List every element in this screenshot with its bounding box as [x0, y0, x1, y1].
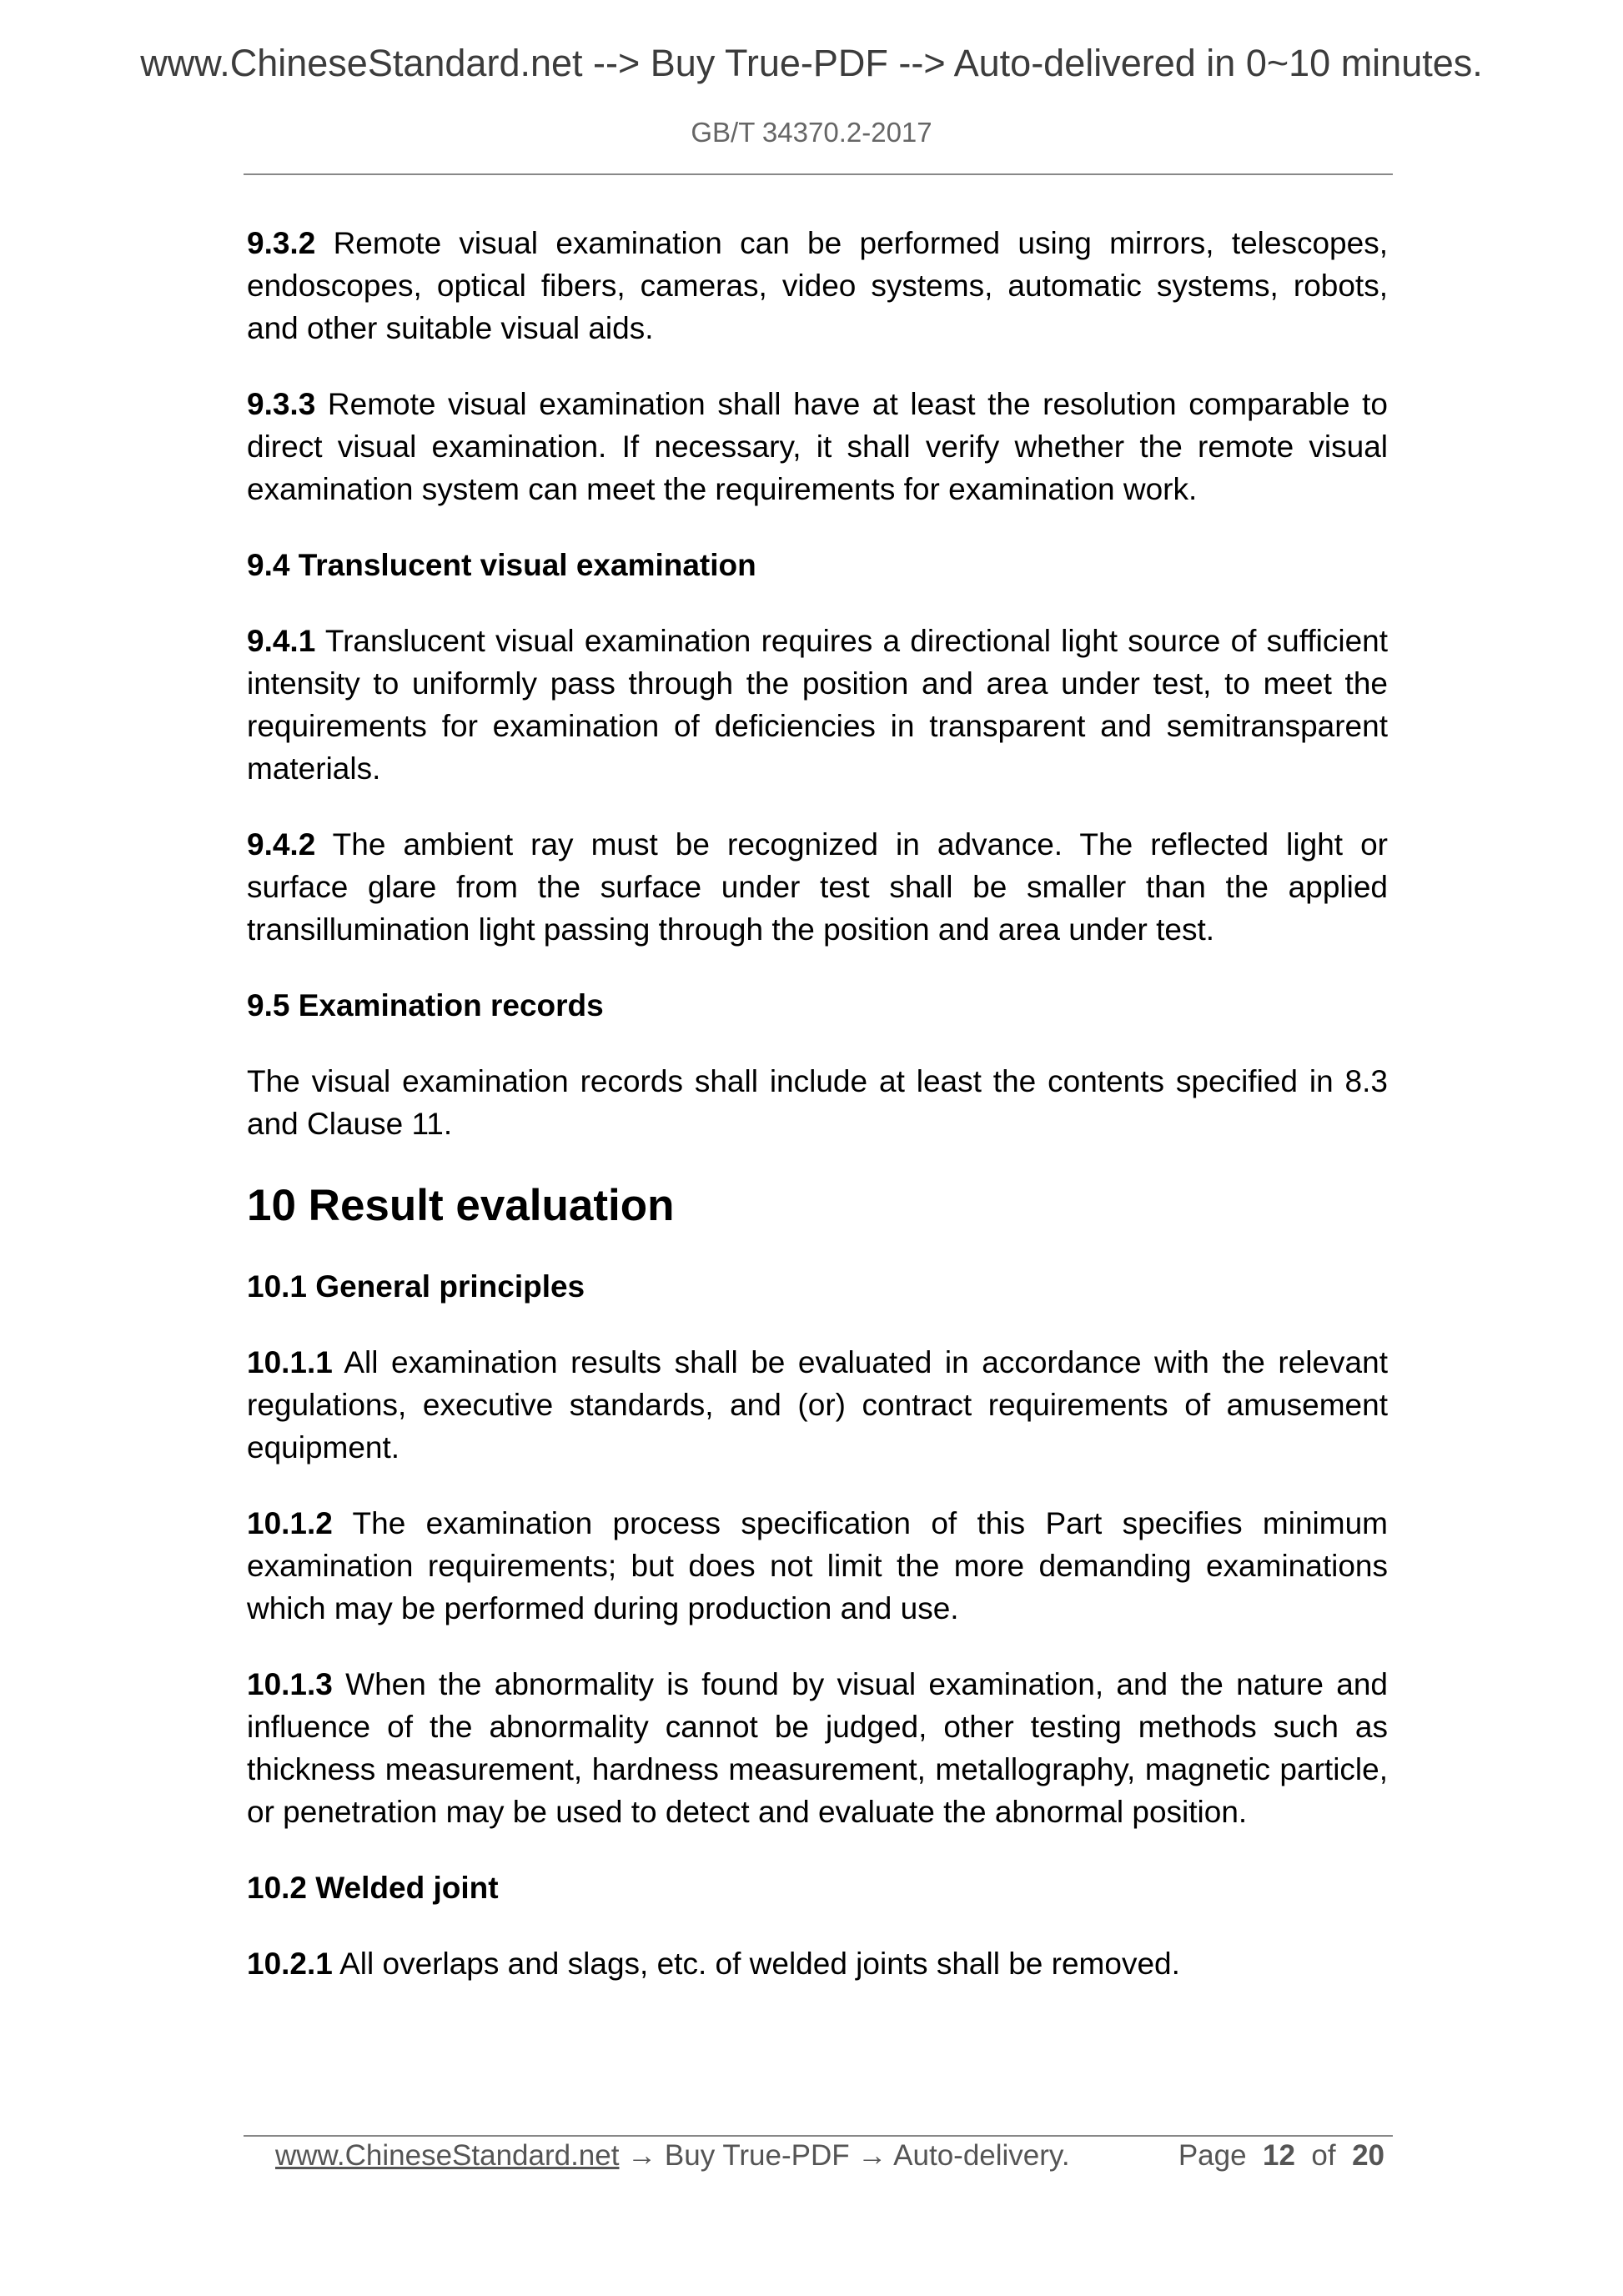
paragraph: [247, 1341, 1388, 1469]
total-pages: 20: [1352, 2139, 1384, 2172]
clause-number: 10.2.1: [247, 1947, 333, 1981]
current-page: 12: [1263, 2139, 1295, 2172]
subsection-heading: 9.4 Translucent visual examination: [247, 548, 756, 582]
footer-divider: [244, 2135, 1393, 2137]
paragraph-text: The ambient ray must be recognized in advance. The reflected light or surface glare from the surface under test shall be smaller than the applied transillumination light passing through the position and area under test.: [247, 827, 1388, 947]
subsection-heading: 10.1 General principles: [247, 1269, 585, 1304]
paragraph: [247, 222, 1388, 349]
paragraph: [247, 823, 1388, 951]
paragraph-text: All examination results shall be evaluated in accordance with the relevant regulations, executive standards, and (or) contract requirements of amusement equipment.: [247, 1345, 1388, 1465]
page-footer: [275, 2139, 1384, 2173]
paragraph-text: All overlaps and slags, etc. of welded joints shall be removed.: [332, 1947, 1180, 1981]
paragraph-text: Remote visual examination can be performed using mirrors, telescopes, endoscopes, optical fibers, cameras, video systems, automatic systems, robots, and other suitable visual aids.: [247, 226, 1388, 345]
document-body: [247, 222, 1388, 2018]
paragraph: [247, 1942, 1388, 1985]
paragraph: [247, 1663, 1388, 1833]
header-divider: [244, 173, 1393, 175]
section-heading: 10 Result evaluation: [247, 1181, 675, 1230]
paragraph-text: Translucent visual examination requires a directional light source of sufficient intensity to uniformly pass through the position and area under test, to meet the requirements for examination of deficiencies in transparent and semitransparent materials.: [247, 624, 1388, 786]
paragraph-text: The examination process specification of this Part specifies minimum examination requirements; but does not limit the more demanding examinations which may be performed during production and use.: [247, 1506, 1388, 1625]
clause-number: 9.3.3: [247, 387, 316, 421]
page-number: [1178, 2139, 1384, 2173]
of-label: of: [1311, 2139, 1336, 2172]
clause-number: 9.4.2: [247, 827, 316, 862]
paragraph: [247, 383, 1388, 510]
paragraph-text: Remote visual examination shall have at least the resolution comparable to direct visual examination. If necessary, it shall verify whether the remote visual examination system can meet the requirements for examination work.: [247, 387, 1388, 506]
paragraph: [247, 620, 1388, 790]
top-banner: www.ChineseStandard.net --> Buy True-PDF --> Auto-delivered in 0~10 minutes.: [140, 42, 1483, 84]
standard-code: GB/T 34370.2-2017: [691, 117, 932, 148]
clause-number: 9.4.1: [247, 624, 316, 658]
footer-tagline: → Buy True-PDF → Auto-delivery.: [619, 2139, 1070, 2172]
subsection-heading: 10.2 Welded joint: [247, 1871, 499, 1905]
clause-number: 9.3.2: [247, 226, 316, 260]
clause-number: 10.1.2: [247, 1506, 333, 1540]
footer-tagline-wrap: [275, 2139, 1070, 2173]
paragraph: [247, 1060, 1388, 1145]
subsection-heading: 9.5 Examination records: [247, 988, 604, 1022]
clause-number: 10.1.3: [247, 1667, 333, 1701]
paragraph: [247, 1502, 1388, 1630]
footer-link[interactable]: www.ChineseStandard.net: [275, 2139, 620, 2172]
clause-number: 10.1.1: [247, 1345, 333, 1379]
paragraph-text: When the abnormality is found by visual examination, and the nature and influence of the abnormality cannot be judged, other testing methods such as thickness measurement, hardness measurement, metallography, magnetic particle, or penetration may be used to detect and evaluate the abnormal position.: [247, 1667, 1388, 1829]
paragraph-text: The visual examination records shall include at least the contents specified in 8.3 and Clause 11.: [247, 1064, 1388, 1141]
page-label: Page: [1178, 2139, 1247, 2172]
